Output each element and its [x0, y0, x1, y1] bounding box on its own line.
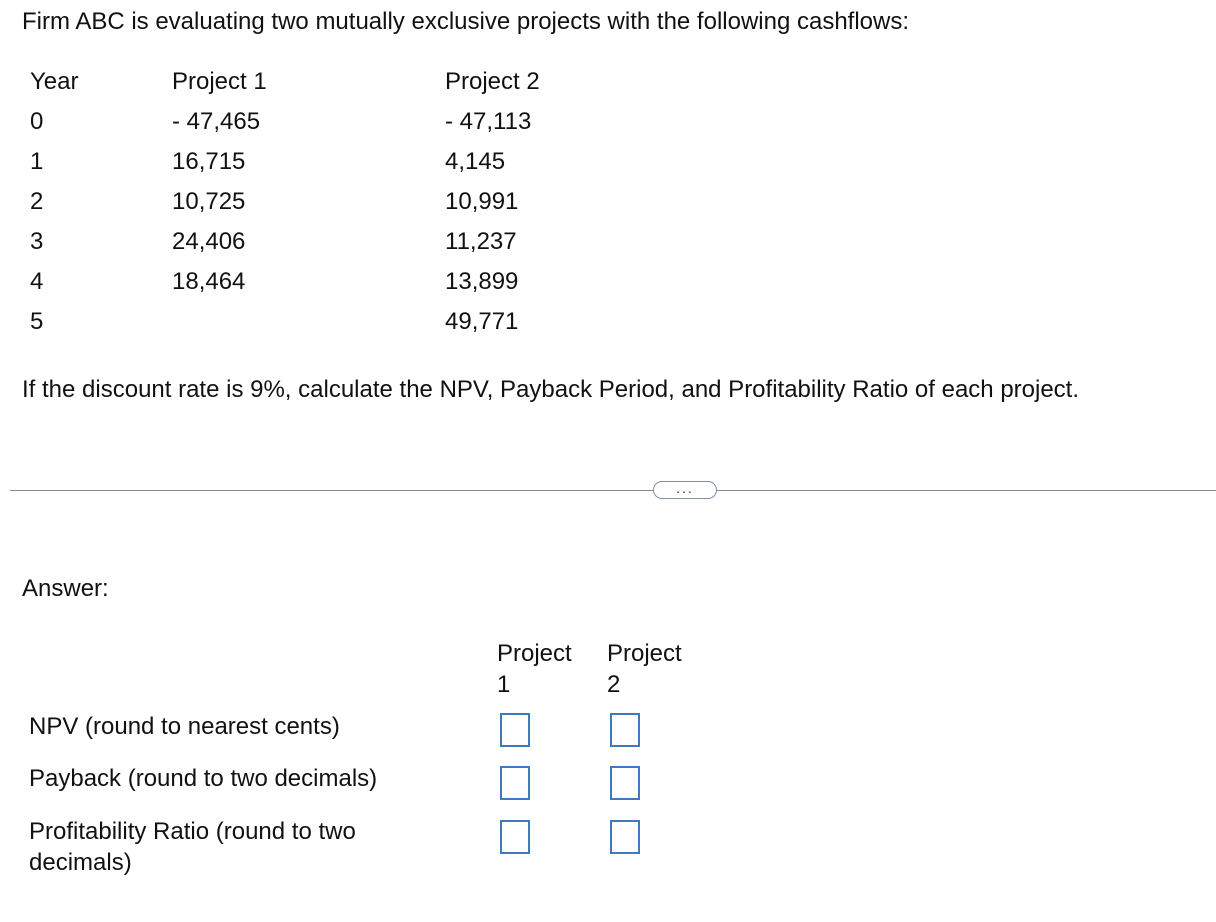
project-1-cashflow: 10,725: [172, 188, 246, 215]
project-2-cashflow: 4,145: [445, 148, 506, 175]
table-row: [30, 108, 630, 142]
year-cell: 5: [30, 308, 44, 335]
label-line: Payback (round to two decimals): [29, 765, 378, 792]
project-1-cashflow: 18,464: [172, 268, 246, 295]
header-line: 1: [497, 671, 511, 698]
table-header-row: [30, 68, 630, 102]
table-row: [30, 148, 630, 182]
payback-project-1-input[interactable]: [500, 766, 530, 800]
header-project-2: Project 2: [445, 68, 540, 95]
year-cell: 2: [30, 188, 44, 215]
project-1-cashflow: - 47,465: [172, 108, 261, 135]
year-cell: 1: [30, 148, 44, 175]
project-2-cashflow: 13,899: [445, 268, 519, 295]
answer-header-project-2: [607, 638, 682, 700]
project-1-cashflow: 16,715: [172, 148, 246, 175]
more-options-button[interactable]: [653, 481, 717, 499]
profitability-ratio-project-1-input[interactable]: [500, 820, 530, 854]
year-cell: 3: [30, 228, 44, 255]
table-row: [30, 268, 630, 302]
header-project-1: Project 1: [172, 68, 267, 95]
project-2-cashflow: 11,237: [445, 228, 517, 255]
table-row: [30, 188, 630, 222]
label-line: decimals): [29, 849, 132, 876]
project-1-cashflow: 24,406: [172, 228, 246, 255]
answer-label: Answer:: [22, 575, 109, 602]
header-line: Project: [607, 640, 682, 667]
year-cell: 4: [30, 268, 44, 295]
ellipsis-icon: ...: [676, 480, 694, 496]
label-line: Profitability Ratio (round to two: [29, 818, 356, 845]
project-2-cashflow: - 47,113: [445, 108, 532, 135]
project-2-cashflow: 10,991: [445, 188, 519, 215]
header-line: 2: [607, 671, 621, 698]
project-2-cashflow: 49,771: [445, 308, 519, 335]
label-line: NPV (round to nearest cents): [29, 713, 340, 740]
npv-label: [29, 711, 340, 742]
profitability-ratio-label: [29, 816, 356, 878]
npv-project-2-input[interactable]: [610, 713, 640, 747]
payback-label: [29, 763, 377, 794]
npv-project-1-input[interactable]: [500, 713, 530, 747]
table-row: [30, 308, 630, 342]
profitability-ratio-project-2-input[interactable]: [610, 820, 640, 854]
header-year: Year: [30, 68, 79, 95]
header-line: Project: [497, 640, 572, 667]
table-row: [30, 228, 630, 262]
answer-header-project-1: [497, 638, 572, 700]
section-divider: [10, 490, 1216, 491]
year-cell: 0: [30, 108, 44, 135]
payback-project-2-input[interactable]: [610, 766, 640, 800]
question-text: If the discount rate is 9%, calculate the NPV, Payback Period, and Profitability Ratio of each project.: [22, 376, 1080, 403]
problem-intro: Firm ABC is evaluating two mutually exclusive projects with the following cashflows:: [22, 8, 910, 35]
